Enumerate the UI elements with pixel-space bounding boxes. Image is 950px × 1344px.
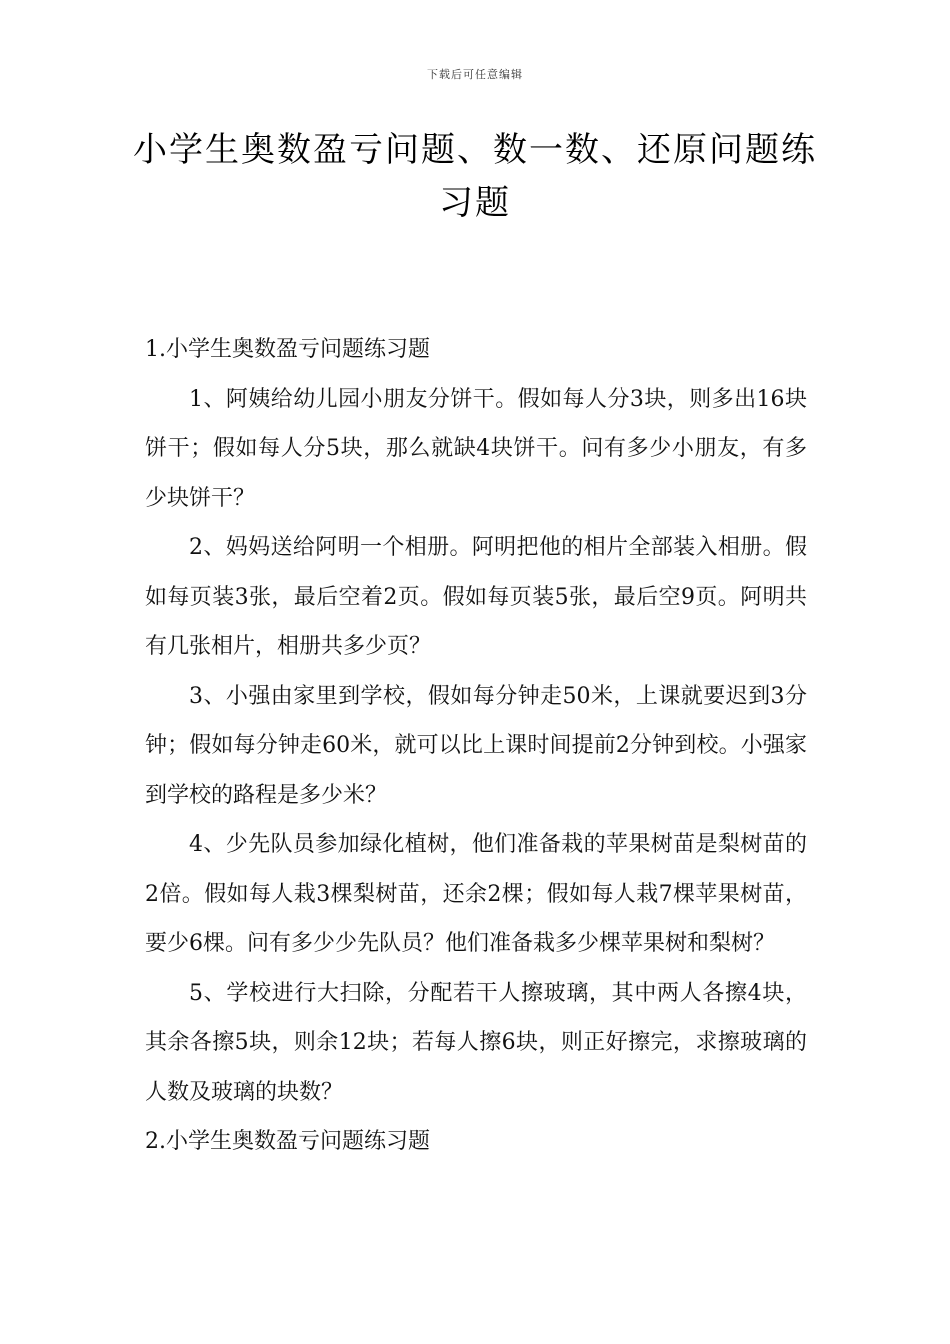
problem-4: 4、少先队员参加绿化植树，他们准备栽的苹果树苗是梨树苗的2倍。假如每人栽3棵梨树苗，还余2棵；假如每人栽7棵苹果树苗，要少6棵。问有多少少先队员？他们准备栽多少棵苹果树和梨树？ — [145, 832, 807, 956]
section-heading-1: 1.小学生奥数盈亏问题练习题 — [145, 337, 430, 362]
document-title: 小学生奥数盈亏问题、数一数、还原问题练习题 — [133, 130, 817, 223]
problem-3: 3、小强由家里到学校，假如每分钟走50米，上课就要迟到3分钟；假如每分钟走60米，就可以比上课时间提前2分钟到校。小强家到学校的路程是多少米？ — [145, 683, 807, 808]
section-heading-2: 2.小学生奥数盈亏问题练习题 — [145, 1129, 430, 1154]
document-body — [145, 325, 807, 1167]
problem-5: 5、学校进行大扫除，分配若干人擦玻璃，其中两人各擦4块，其余各擦5块，则余12块；若每人擦6块，则正好擦完，求擦玻璃的人数及玻璃的块数？ — [145, 980, 807, 1105]
header-note: 下载后可任意编辑 — [427, 68, 523, 81]
problem-1: 1、阿姨给幼儿园小朋友分饼干。假如每人分3块，则多出16块饼干；假如每人分5块，那么就缺4块饼干。问有多少小朋友，有多少块饼干？ — [145, 386, 807, 511]
problem-2: 2、妈妈送给阿明一个相册。阿明把他的相片全部装入相册。假如每页装3张，最后空着2页。假如每页装5张，最后空9页。阿明共有几张相片，相册共多少页？ — [145, 535, 807, 659]
